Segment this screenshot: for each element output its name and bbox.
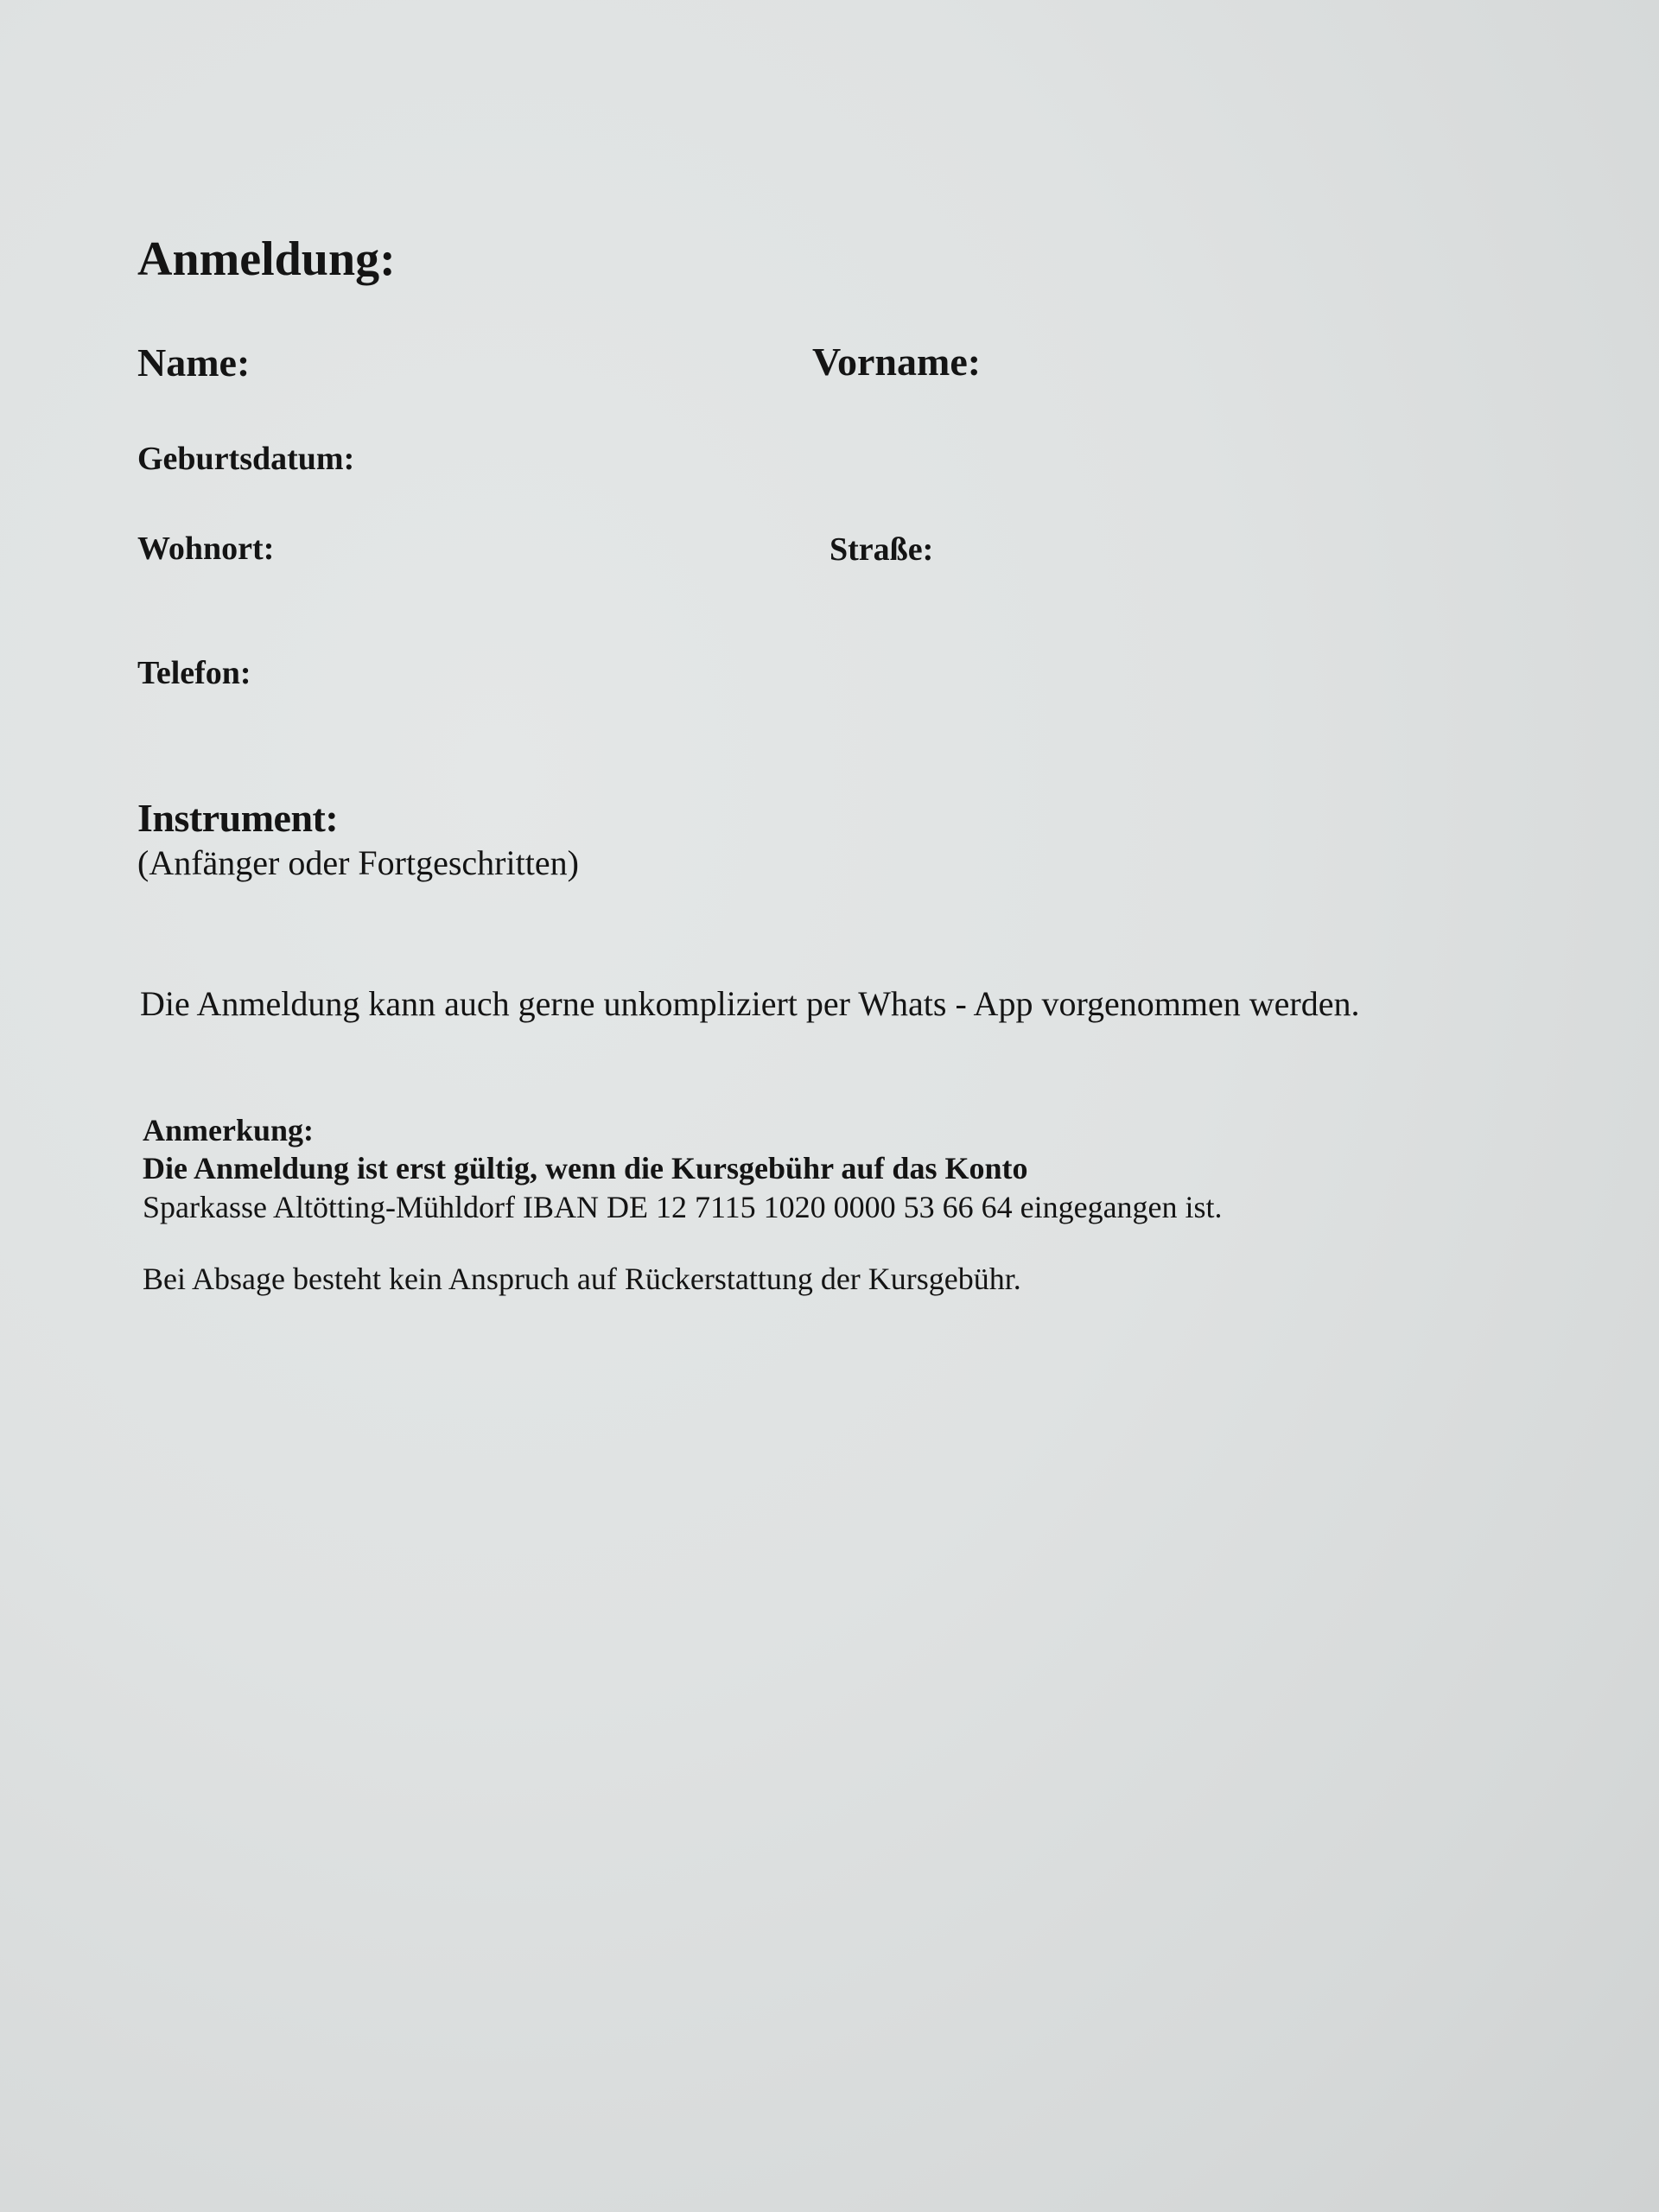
strasse-label: Straße: — [830, 531, 934, 568]
instrument-label: Instrument: — [137, 796, 339, 840]
whatsapp-note: Die Anmeldung kann auch gerne unkompliziert per Whats - App vorgenommen werden. — [140, 984, 1360, 1023]
remark-cancellation-line: Bei Absage besteht kein Anspruch auf Rückerstattung der Kursgebühr. — [143, 1262, 1021, 1296]
form-title: Anmeldung: — [137, 232, 396, 286]
remark-heading: Anmerkung: — [143, 1113, 315, 1147]
name-label: Name: — [137, 340, 251, 385]
instrument-hint: (Anfänger oder Fortgeschritten) — [137, 843, 579, 882]
vorname-label: Vorname: — [812, 340, 982, 384]
telefon-label: Telefon: — [137, 655, 251, 691]
remark-bank-line: Sparkasse Altötting-Mühldorf IBAN DE 12 7115 1020 0000 53 66 64 eingegangen ist. — [143, 1190, 1223, 1224]
geburtsdatum-label: Geburtsdatum: — [137, 441, 355, 477]
remark-validity-line: Die Anmeldung ist erst gültig, wenn die Kursgebühr auf das Konto — [143, 1151, 1028, 1185]
wohnort-label: Wohnort: — [137, 531, 275, 567]
